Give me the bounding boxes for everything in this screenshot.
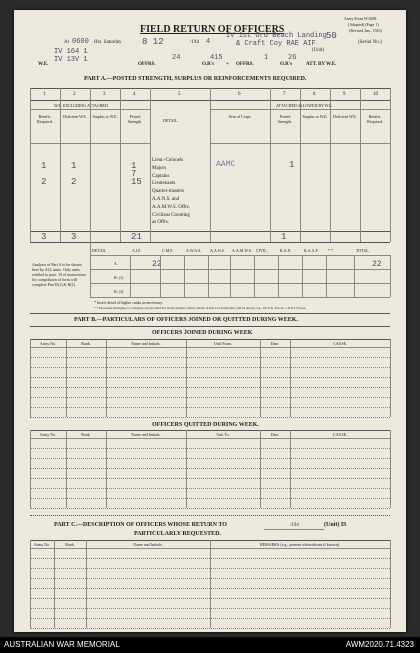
part-c-year: /194	[290, 523, 299, 528]
rank-label: Captains	[152, 173, 170, 179]
joined-column-header: Army No.	[39, 341, 57, 346]
column-number: 9	[343, 92, 346, 97]
attached-strength: 1	[289, 160, 295, 170]
joined-column-header: Date.	[270, 341, 280, 346]
form-number: Army Form W.3008	[344, 16, 377, 21]
ors-label: O.R's	[202, 62, 215, 67]
quitted-column-header: Army No.	[39, 432, 57, 437]
plus-sign: +	[226, 62, 229, 67]
quitted-column-header: Unit To.	[216, 432, 230, 437]
left-column-header: Deficient W.E.	[63, 114, 87, 119]
analysis-column-header: * *	[328, 248, 333, 253]
part-b-title: PART B.—PARTICULARS OF OFFICERS JOINED OR QUITTED DURING WEEK.	[74, 317, 298, 323]
rank-label: Civilians Counting	[152, 212, 190, 218]
part-c-column-header: Name and Initials.	[133, 542, 163, 547]
we-label: W.E.	[38, 62, 49, 67]
typed-date: 8 12	[142, 37, 164, 47]
rank-label: A.A.M.W.S. Offrs.	[152, 204, 190, 210]
footer-right: AWM2020.71.4323	[345, 640, 414, 649]
rank-label: Lieutenants	[152, 181, 176, 187]
footnote-2: * * Personnel belonging to a category not provided for in the analysis will be shown in this Col. Particulars will be shown, e.g., 2N U.K. Forces, 1 N.E.I. Forces.	[94, 306, 307, 310]
left-column-header: Posted Strength.	[127, 114, 143, 124]
unit-label: (Unit)	[312, 48, 325, 53]
part-c-column-header: REMARKS (e.g., present whereabouts if known).	[260, 542, 340, 547]
typed-year: 4	[206, 38, 211, 46]
analysis-column-header: R.A.A.F.	[304, 248, 319, 253]
analysis-column-header: C.M.F.	[162, 248, 174, 253]
year-label: /194	[190, 40, 199, 45]
joined-column-header: Unit From.	[214, 341, 232, 346]
left-column-header: Reinfts. Required.	[37, 114, 53, 124]
quitted-column-header: Rank.	[81, 432, 91, 437]
strength-value: 1	[41, 161, 47, 171]
right-column-header: Reinfts. Required.	[367, 114, 383, 124]
total-value: 3	[71, 232, 77, 242]
archive-footer	[0, 637, 420, 653]
joined-column-header: Name and Initials.	[131, 341, 161, 346]
typed-serial: 50	[326, 31, 337, 41]
attached-arm: AAMC	[216, 160, 236, 169]
column-number: 10	[373, 92, 378, 97]
group-right-header: ATTACHED ALLOWED BY W.E.	[276, 103, 333, 108]
analysis-column-header: R.A.N.	[280, 248, 292, 253]
form-revised: (Revised Jan., 1943)	[349, 28, 382, 33]
analysis-aif-value: 22	[152, 260, 162, 269]
quitted-column-header: CAUSE.	[332, 432, 348, 437]
joined-title: OFFICERS JOINED DURING WEEK	[152, 330, 253, 336]
att-by-we-label: ATT. BY W.E.	[306, 62, 337, 67]
typed-unit-line1: IV 1st Ord Beach Landing	[226, 32, 327, 40]
column-number: 1	[43, 92, 46, 97]
analysis-column-header: CIVIL.	[256, 248, 268, 253]
part-a-title: PART A.—POSTED STRENGTH, SURPLUS OR REINFORCEMENTS REQUIRED.	[84, 76, 307, 82]
att-ors-label: O.R's	[280, 62, 293, 67]
rank-label: as Offrs.	[152, 220, 170, 226]
joined-column-header: Rank.	[81, 341, 91, 346]
hrs-label: Hrs. Saturday	[94, 40, 122, 45]
typed-time: 0600	[72, 38, 89, 46]
column-number: 4	[133, 92, 136, 97]
part-c-column-header: Rank.	[65, 542, 75, 547]
analysis-column-header: A.W.A.S.	[186, 248, 202, 253]
column-number: 8	[313, 92, 316, 97]
rank-label: Majors	[152, 165, 167, 171]
column-number: 5	[178, 92, 181, 97]
footer-left: AUSTRALIAN WAR MEMORIAL	[4, 640, 120, 649]
serial-label: (Serial No.)	[358, 40, 382, 45]
group-left-header: W.E. EXCLUDING ATTACHED.	[54, 103, 109, 108]
detail-header: DETAIL.	[163, 118, 179, 123]
analysis-column-header: A.A.M.W.S.	[232, 248, 252, 253]
strength-value: 1	[71, 161, 77, 171]
analysis-column-header: A.I.F.	[132, 248, 142, 253]
analysis-column-header: DETAIL	[92, 248, 107, 253]
left-column-header: Surplus to W.E.	[92, 114, 118, 119]
typed-offrs: 24	[172, 54, 181, 62]
part-c-title-line2: PARTICULARLY REQUESTED.	[134, 531, 221, 537]
offrs-label: OFFRS.	[138, 62, 156, 67]
strength-value: 15	[131, 177, 142, 187]
footnote-1: * Insert detail of higher ranks as necessary.	[94, 300, 163, 305]
analysis-row-label: A.	[114, 261, 118, 266]
analysis-row-label: B. (1)	[114, 275, 124, 280]
right-column-header: Deficient W.E.	[333, 114, 357, 119]
column-number: 3	[103, 92, 106, 97]
right-column-header: Posted Strength.	[277, 114, 293, 124]
joined-column-header: CAUSE.	[332, 341, 348, 346]
strength-value: 1	[131, 161, 137, 171]
typed-unit-line2: & Craft Coy RAE AIF	[236, 40, 316, 48]
form-title: FIELD RETURN OF OFFICERS	[140, 24, 285, 35]
analysis-note: Analysis of Part A to be shown here by ALL units. Only units entitled to para. 19 of instructions for compilation of form will complete Part B(1) & B(2).	[32, 262, 86, 287]
typed-ors: 415	[210, 54, 223, 62]
column-number: 6	[238, 92, 241, 97]
part-c-unit: (Unit) IS	[324, 522, 347, 528]
total-value: 21	[131, 232, 142, 242]
part-c-column-header: Army No.	[33, 542, 51, 547]
total-value: 3	[41, 232, 47, 242]
analysis-row-label: B. (2)	[114, 289, 124, 294]
typed-we-1: IV 164 1	[54, 48, 88, 56]
part-c-title: PART C.—DESCRIPTION OF OFFICERS WHOSE RETURN TO	[54, 522, 227, 528]
strength-value: 2	[71, 177, 77, 187]
typed-att-offrs: 1	[264, 54, 269, 62]
quitted-title: OFFICERS QUITTED DURING WEEK.	[152, 422, 259, 428]
strength-value: 2	[41, 177, 47, 187]
form-sheet	[14, 10, 406, 632]
column-number: 2	[73, 92, 76, 97]
analysis-column-header: A.A.N.S.	[210, 248, 225, 253]
strength-value: 7	[131, 169, 137, 179]
typed-att-ors: 26	[288, 54, 297, 62]
typed-we-2: IV 13V 1	[54, 56, 88, 64]
rank-label: Quarter-masters	[152, 189, 185, 195]
total-value: 1	[281, 232, 287, 242]
rank-label: Lieut.-Colonels	[152, 158, 184, 163]
right-column-header: Arm of Corps.	[228, 114, 252, 119]
att-offrs-label: OFFRS.	[236, 62, 254, 67]
form-adapted: (Adapted) (Page 1)	[348, 22, 379, 27]
hrs-prefix: At	[64, 40, 69, 45]
quitted-column-header: Date.	[270, 432, 280, 437]
quitted-column-header: Name and Initials.	[131, 432, 161, 437]
analysis-total-value: 22	[372, 260, 382, 269]
analysis-column-header: TOTAL.	[356, 248, 370, 253]
rank-label: A.A.N.S. and	[152, 197, 180, 202]
column-number: 7	[283, 92, 286, 97]
right-column-header: Surplus to W.E.	[302, 114, 328, 119]
